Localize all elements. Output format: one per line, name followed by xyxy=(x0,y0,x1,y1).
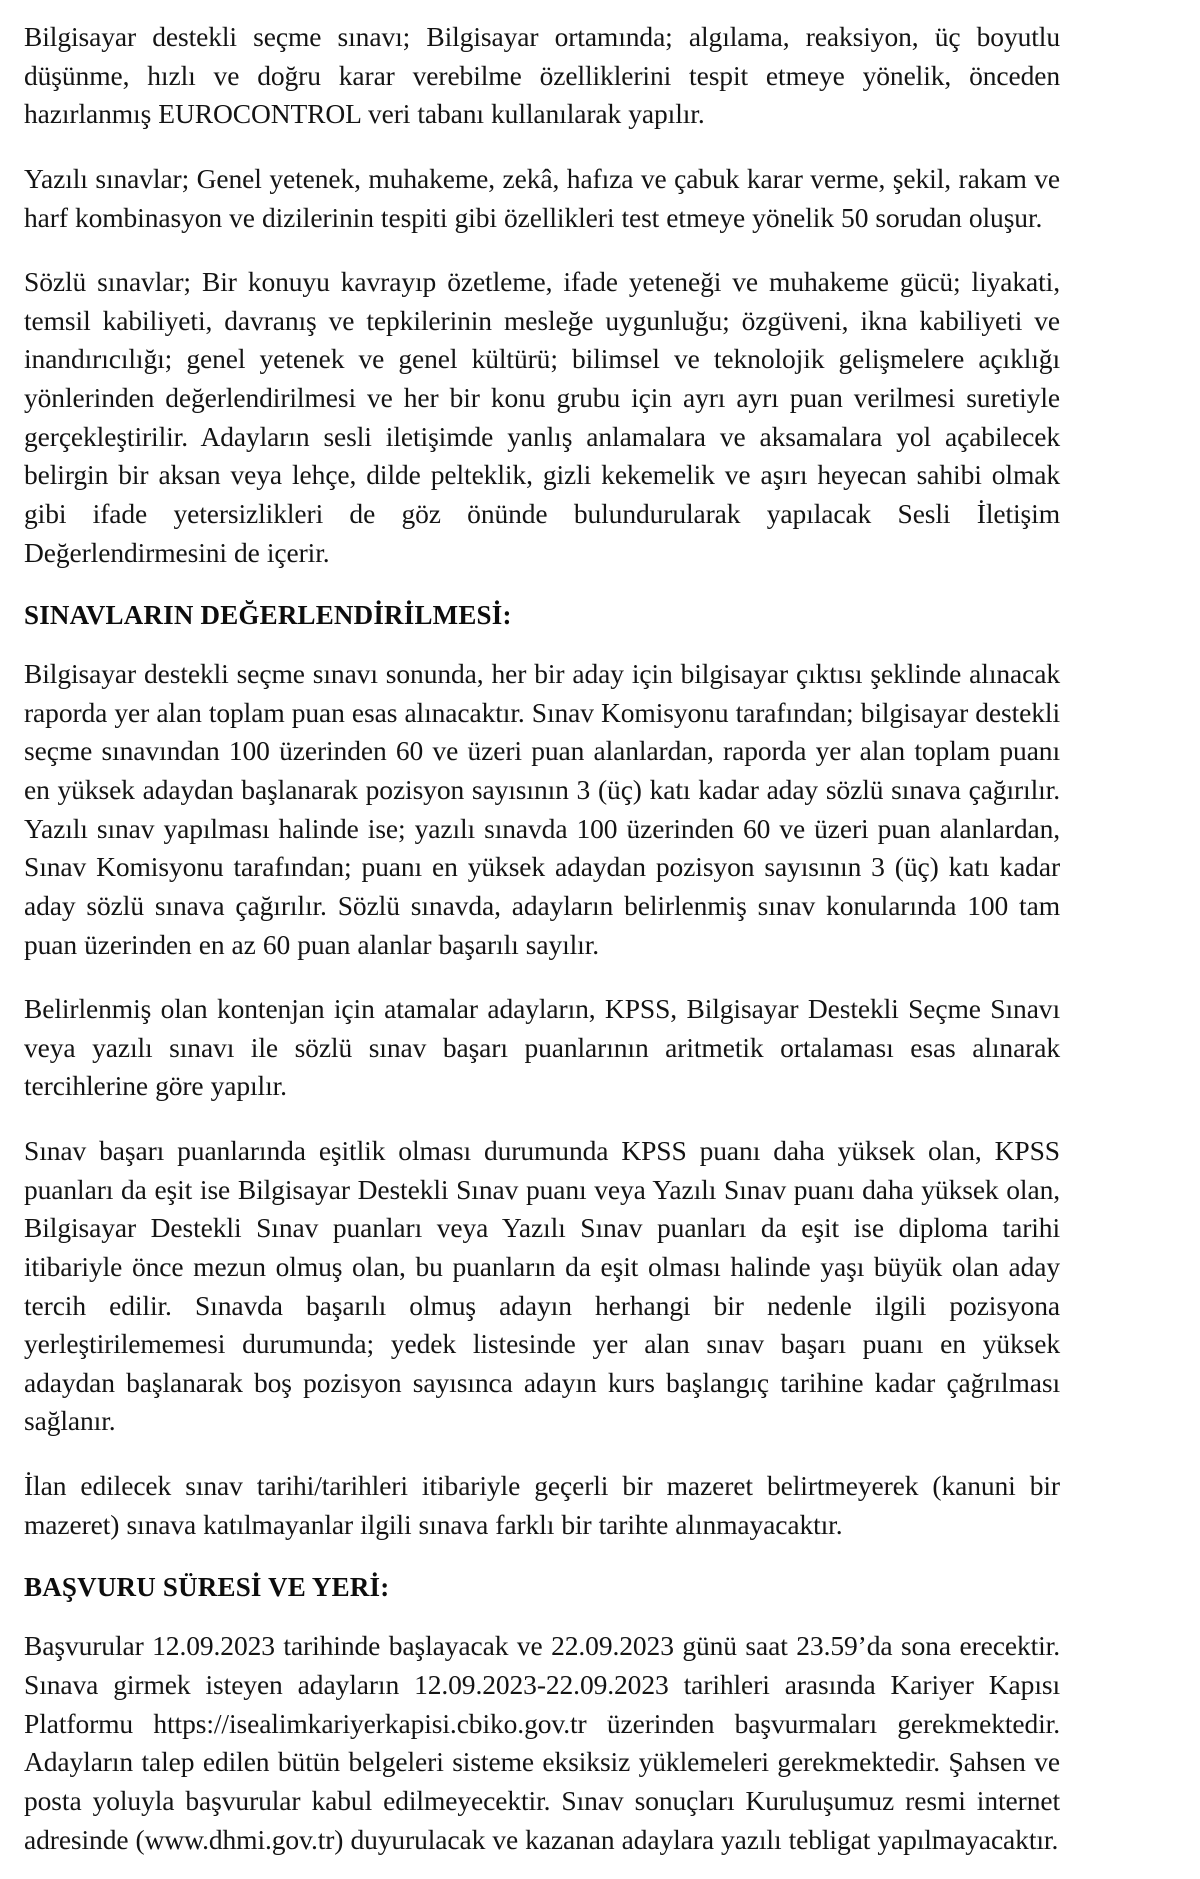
paragraph-application-details: Başvurular 12.09.2023 tarihinde başlayacak ve 22.09.2023 günü saat 23.59’da sona erecektir. Sınava girmek isteyen adayların 12.09.2023-22.09.2023 tarihleri arasında Kariyer Kapısı Platformu https://isealimkariyerkapisi.cbiko.gov.tr üzerinden başvurmaları gerekmektedir. Adayların talep edilen bütün belgeleri sisteme eksiksiz yüklemeleri gerekmektedir. Şahsen ve posta yoluyla başvurular kabul edilmeyecektir. Sınav sonuçları Kuruluşumuz resmi internet adresinde (www.dhmi.gov.tr) duyurulacak ve kazanan adaylara yazılı tebligat yapılmayacaktır. xyxy=(24,1630,1060,1855)
paragraph-quota-appointments: Belirlenmiş olan kontenjan için atamalar adayların, KPSS, Bilgisayar Destekli Seçme Sınavı veya yazılı sınavı ile sözlü sınav başarı puanlarının aritmetik ortalaması esas alınarak tercihlerine göre yapılır. xyxy=(24,993,1060,1102)
paragraph-evaluation-scoring: Bilgisayar destekli seçme sınavı sonunda, her bir aday için bilgisayar çıktısı şeklinde alınacak raporda yer alan toplam puan esas alınacaktır. Sınav Komisyonu tarafından; bilgisayar destekli seçme sınavından 100 üzerinden 60 ve üzeri puan alanlardan, raporda yer alan toplam puanı en yüksek adaydan başlanarak pozisyon sayısının 3 (üç) katı kadar aday sözlü sınava çağırılır. Yazılı sınav yapılması halinde ise; yazılı sınavda 100 üzerinden 60 ve üzeri puan alanlardan, Sınav Komisyonu tarafından; puanı en yüksek adaydan pozisyon sayısının 3 (üç) katı kadar aday sözlü sınava çağırılır. Sözlü sınavda, adayların belirlenmiş sınav konularında 100 tam puan üzerinden en az 60 puan alanlar başarılı sayılır. xyxy=(24,658,1060,960)
paragraph-oral-exam: Sözlü sınavlar; Bir konuyu kavrayıp özetleme, ifade yeteneği ve muhakeme gücü; liyakati, temsil kabiliyeti, davranış ve tepkilerinin mesleğe uygunluğu; özgüveni, ikna kabiliyeti ve inandırıcılığı; genel yetenek ve genel kültürü; bilimsel ve teknolojik gelişmelere açıklığı yönlerinden değerlendirilmesi ve her bir konu grubu için ayrı ayrı puan verilmesi suretiyle gerçekleştirilir. Adayların sesli iletişimde yanlış anlamalara ve aksamalara yol açabilecek belirgin bir aksan veya lehçe, dilde pelteklik, gizli kekemelik ve aşırı heyecan sahibi olmak gibi ifade yetersizlikleri de göz önünde bulundurularak yapılacak Sesli İletişim Değerlendirmesini de içerir. xyxy=(24,266,1060,568)
heading-exam-evaluation: SINAVLARIN DEĞERLENDİRİLMESİ: xyxy=(24,600,512,631)
paragraph-written-exam: Yazılı sınavlar; Genel yetenek, muhakeme, zekâ, hafıza ve çabuk karar verme, şekil, rakam ve harf kombinasyon ve dizilerinin tespiti gibi özellikleri test etmeye yönelik 50 sorudan oluşur. xyxy=(24,162,1060,233)
paragraph-excuse-policy: İlan edilecek sınav tarihi/tarihleri itibariyle geçerli bir mazeret belirtmeyerek (kanuni bir mazeret) sınava katılmayanlar ilgili sınava farklı bir tarihte alınmayacaktır. xyxy=(24,1470,1060,1540)
paragraph-tie-breaking-rules: Sınav başarı puanlarında eşitlik olması durumunda KPSS puanı daha yüksek olan, KPSS puanları da eşit ise Bilgisayar Destekli Sınav puanı veya Yazılı Sınav puanı daha yüksek olan, Bilgisayar Destekli Sınav puanları veya Yazılı Sınav puanları da eşit ise diploma tarihi itibariyle önce mezun olmuş olan, bu puanların da eşit olması halinde yaşı büyük olan aday tercih edilir. Sınavda başarılı olmuş adayın herhangi bir nedenle ilgili pozisyona yerleştirilememesi durumunda; yedek listesinde yer alan sınav başarı puanı en yüksek adaydan başlanarak boş pozisyon sayısınca adayın kurs başlangıç tarihine kadar çağrılması sağlanır. xyxy=(24,1135,1060,1437)
heading-application-period-and-place: BAŞVURU SÜRESİ VE YERİ: xyxy=(24,1572,390,1603)
paragraph-computer-based-exam: Bilgisayar destekli seçme sınavı; Bilgisayar ortamında; algılama, reaksiyon, üç boyutlu düşünme, hızlı ve doğru karar verebilme özelliklerini tespit etmeye yönelik, önceden hazırlanmış EUROCONTROL veri tabanı kullanılarak yapılır. xyxy=(24,21,1060,130)
document-text-column xyxy=(24,18,1060,1859)
